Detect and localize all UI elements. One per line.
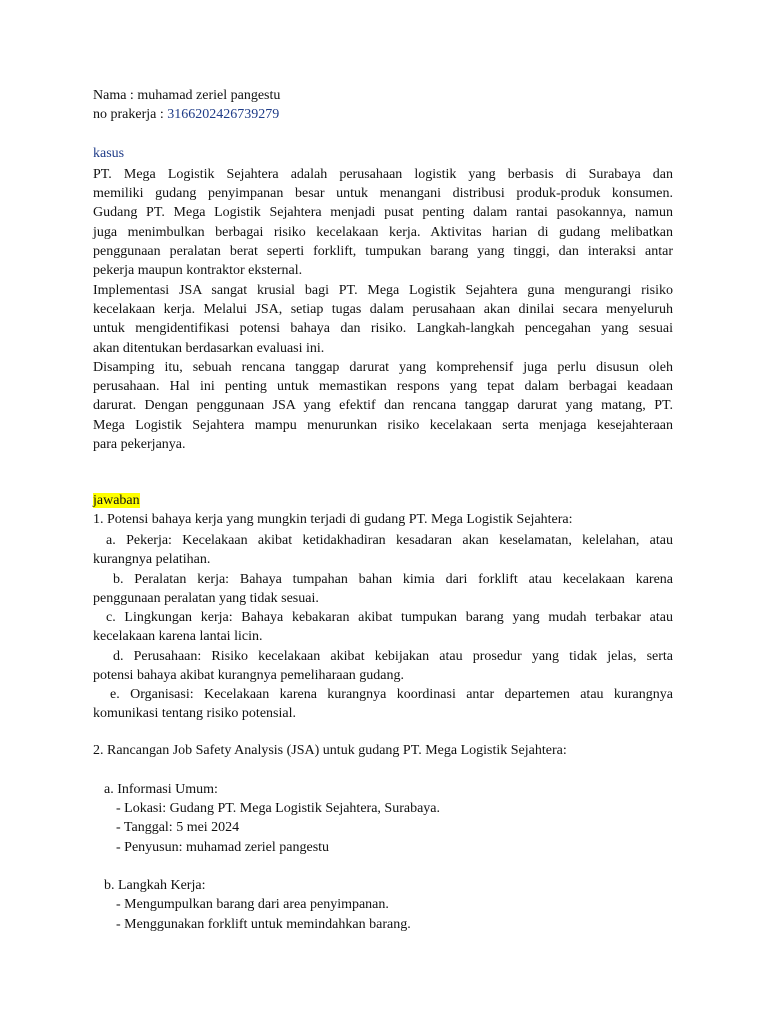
prakerja-label: no prakerja : (93, 107, 168, 122)
text-line: kecelakaan kerja. Melalui JSA, setiap tugas dalam perusahaan akan dinilai secara menyeluruh (93, 302, 673, 318)
kasus-paragraph-3 (93, 358, 673, 454)
text-line: juga menimbulkan berbagai risiko kecelakaan kerja. Aktivitas harian di gudang melibatkan (93, 224, 673, 240)
list-item-line: komunikasi tentang risiko potensial. (93, 706, 296, 722)
list-item-d (93, 647, 673, 685)
text-line: akan ditentukan berdasarkan evaluasi ini. (93, 340, 325, 356)
text-line: memiliki gudang penyimpanan besar untuk menangani distribusi produk-produk konsumen. (93, 186, 673, 202)
list-item-e (93, 685, 673, 723)
info-item: - Lokasi: Gudang PT. Mega Logistik Sejahtera, Surabaya. (116, 801, 440, 816)
text-line: Gudang PT. Mega Logistik Sejahtera menjadi pusat penting dalam rantai pasokannya, namun (93, 205, 673, 221)
list-item-line: kecelakaan karena lantai licin. (93, 629, 263, 645)
text-line: pekerja maupun kontraktor eksternal. (93, 263, 303, 279)
jawaban-highlight: jawaban (93, 493, 140, 508)
question-1: 1. Potensi bahaya kerja yang mungkin terjadi di gudang PT. Mega Logistik Sejahtera: (93, 512, 573, 527)
text-line: Disamping itu, sebuah rencana tanggap darurat yang komprehensif juga perlu disusun oleh (93, 360, 673, 375)
prakerja-line (93, 107, 279, 123)
langkah-item: - Menggunakan forklift untuk memindahkan barang. (116, 917, 411, 932)
list-item-c (93, 608, 673, 646)
name-label: Nama : (93, 88, 138, 103)
text-line: Implementasi JSA sangat krusial bagi PT. Mega Logistik Sejahtera guna mengurangi risiko (93, 283, 673, 298)
text-line: penggunaan peralatan berat seperti forklift, tumpukan barang yang tinggi, dan interaksi antar (93, 243, 673, 259)
list-item-a (93, 531, 673, 569)
question-2: 2. Rancangan Job Safety Analysis (JSA) untuk gudang PT. Mega Logistik Sejahtera: (93, 743, 567, 758)
text-line: PT. Mega Logistik Sejahtera adalah perusahaan logistik yang berbasis di Surabaya dan (93, 167, 673, 182)
prakerja-number: 3166202426739279 (167, 107, 280, 122)
info-item: - Penyusun: muhamad zeriel pangestu (116, 840, 330, 855)
text-line: untuk mengidentifikasi potensi bahaya dan risiko. Langkah-langkah pencegahan yang sesuai (93, 321, 673, 337)
info-item: - Tanggal: 5 mei 2024 (116, 820, 240, 835)
list-item-line: a. Pekerja: Kecelakaan akibat ketidakhadiran kesadaran akan keselamatan, kelelahan, atau (106, 533, 673, 548)
list-item-line: b. Peralatan kerja: Bahaya tumpahan bahan kimia dari forklift atau kecelakaan karena (113, 572, 673, 587)
langkah-kerja-heading: b. Langkah Kerja: (104, 878, 206, 893)
list-item-line: penggunaan peralatan yang tidak sesuai. (93, 591, 319, 607)
text-line: Mega Logistik Sejahtera mampu menurunkan risiko kecelakaan serta menjaga kesejahteraan (93, 417, 673, 433)
list-item-line: d. Perusahaan: Risiko kecelakaan akibat kebijakan atau prosedur yang tidak jelas, serta (113, 649, 673, 664)
list-item-line: c. Lingkungan kerja: Bahaya kebakaran akibat tumpukan barang yang mudah terbakar atau (106, 610, 673, 625)
list-item-line: potensi bahaya akibat kurangnya pemeliharaan gudang. (93, 668, 404, 684)
kasus-heading: kasus (93, 146, 125, 161)
kasus-paragraph-2 (93, 281, 673, 358)
text-line: darurat. Dengan penggunaan JSA yang efektif dan rencana tanggap darurat yang matang, PT. (93, 398, 673, 414)
list-item-line: e. Organisasi: Kecelakaan karena kurangnya koordinasi antar departemen atau kurangnya (110, 687, 673, 702)
name-line (93, 88, 280, 104)
name-value: muhamad zeriel pangestu (137, 88, 281, 103)
kasus-paragraph-1 (93, 165, 673, 280)
text-line: perusahaan. Hal ini penting untuk memastikan respons yang tepat dalam berbagai keadaan (93, 379, 673, 395)
langkah-item: - Mengumpulkan barang dari area penyimpanan. (116, 897, 389, 912)
text-line: para pekerjanya. (93, 436, 186, 452)
informasi-umum-heading: a. Informasi Umum: (104, 782, 218, 797)
list-item-line: kurangnya pelatihan. (93, 552, 211, 568)
jawaban-heading (93, 493, 140, 509)
list-item-b (93, 570, 673, 608)
